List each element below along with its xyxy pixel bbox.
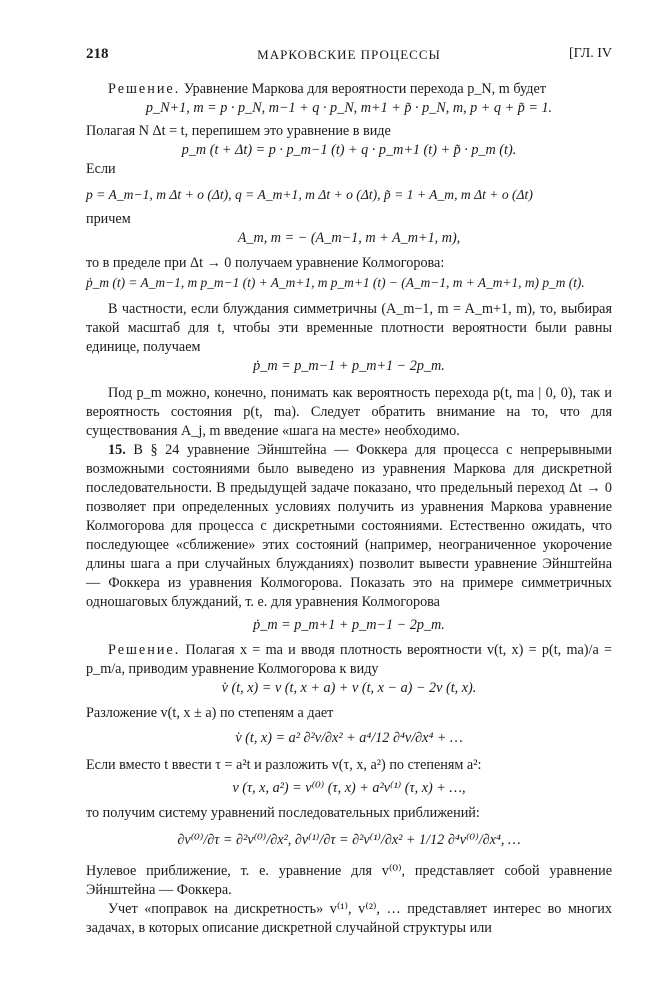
equation-symmetric: ṗ_m = p_m−1 + p_m+1 − 2p_m. xyxy=(253,358,445,374)
running-header xyxy=(86,46,612,66)
problem-number: 15. xyxy=(108,442,126,458)
equation-rewritten: p_m (t + Δt) = p · p_m−1 (t) + q · p_m+1 (t) + p̃ · p_m (t). xyxy=(181,142,517,158)
equation-power-series: v (τ, x, a²) = v⁽⁰⁾ (τ, x) + a²v⁽¹⁾ (τ, x) + …, xyxy=(232,780,466,796)
paragraph-symmetric: В частности, если блуждания симметричны (A_m−1, m = A_m+1, m), то, выбирая такой масштаб для t, чтобы эти временные плотности вероятности были равны единице, получаем xyxy=(86,301,612,355)
equation-density: v̇ (t, x) = v (t, x + a) + v (t, x − a) − 2v (t, x). xyxy=(221,680,477,696)
paragraph-corrections: Учет «поправок на дискретность» v⁽¹⁾, v⁽²⁾, … представляет интерес во многих задачах, в которых описание дискретной случайной структуры или xyxy=(86,901,612,936)
text-where: причем xyxy=(86,211,131,227)
text-system: то получим систему уравнений последовательных приближений: xyxy=(86,805,480,821)
equation-probabilities: p = A_m−1, m Δt + o (Δt), q = A_m+1, m Δt + o (Δt), p̃ = 1 + A_m, m Δt + o (Δt) xyxy=(86,187,533,202)
solution-2-intro: Решение. Полагая x = ma и вводя плотность вероятности v(t, x) = p(t, ma)/a = p_m/a, приводим уравнение Колмогорова к виду xyxy=(86,642,613,677)
paragraph-interpretation: Под p_m можно, конечно, понимать как вероятность перехода p(t, ma | 0, 0), так и вероятность состояния p(t, ma). Следует обратить внимание на то, что для существования A_j, m введение «шага на месте» необходимо. xyxy=(86,385,612,439)
equation-kolmogorov: ṗ_m (t) = A_m−1, m p_m−1 (t) + A_m+1, m p_m+1 (t) − (A_m−1, m + A_m+1, m) p_m (t). xyxy=(86,275,585,290)
text-time-rescale: Если вместо t ввести τ = a²t и разложить v(τ, x, a²) по степеням a²: xyxy=(86,757,482,773)
page-number: 218 xyxy=(86,46,109,62)
text-if: Если xyxy=(86,161,116,177)
equation-kolmogorov-symmetric: ṗ_m = p_m+1 + p_m−1 − 2p_m. xyxy=(253,617,445,633)
equation-approximations: ∂v⁽⁰⁾/∂τ = ∂²v⁽⁰⁾/∂x², ∂v⁽¹⁾/∂τ = ∂²v⁽¹⁾/∂x² + 1/12 ∂⁴v⁽⁰⁾/∂x⁴, … xyxy=(177,832,521,848)
paragraph-zero-approximation: Нулевое приближение, т. е. уравнение для v⁽⁰⁾, представляет собой уравнение Эйнштейна — Фоккера. xyxy=(86,863,612,898)
running-title: МАРКОВСКИЕ ПРОЦЕССЫ xyxy=(257,47,441,62)
text-substitution: Полагая N Δt = t, перепишем это уравнение в виде xyxy=(86,123,391,139)
text-expansion: Разложение v(t, x ± a) по степеням a дает xyxy=(86,705,334,721)
equation-a-mm: A_m, m = − (A_m−1, m + A_m+1, m), xyxy=(237,230,461,246)
problem-15: 15. В § 24 уравнение Эйнштейна — Фоккера для процесса с непрерывными возможными состояниями было выведено из уравнения Маркова для дискретной последовательности. В предыдущей задаче показано, что предельный переход Δt → 0 позволяет при определенных условиях получить из уравнения Маркова уравнение Колмогорова для процесса с дискретными состояниями. Естественно ожидать, что последующее «сближение» этих состояний (например, неограниченное укорочение длины шага a при случайных блужданиях) позволит вывести уравнение Эйнштейна — Фоккера из уравнения Колмогорова. Показать это на примере симметричных одношаговых блужданий, т. е. для уравнения Колмогорова xyxy=(86,442,613,610)
chapter-mark: [ГЛ. IV xyxy=(569,46,612,61)
equation-series: v̇ (t, x) = a² ∂²v/∂x² + a⁴/12 ∂⁴v/∂x⁴ + … xyxy=(235,730,463,746)
equation-markov: p_N+1, m = p · p_N, m−1 + q · p_N, m+1 + p̃ · p_N, m, p + q + p̃ = 1. xyxy=(145,100,553,116)
solution-1-intro: Решение. Уравнение Маркова для вероятности перехода p_N, m будет xyxy=(108,81,546,97)
page-body xyxy=(86,80,612,938)
text-limit: то в пределе при Δt → 0 получаем уравнение Колмогорова: xyxy=(86,255,445,271)
